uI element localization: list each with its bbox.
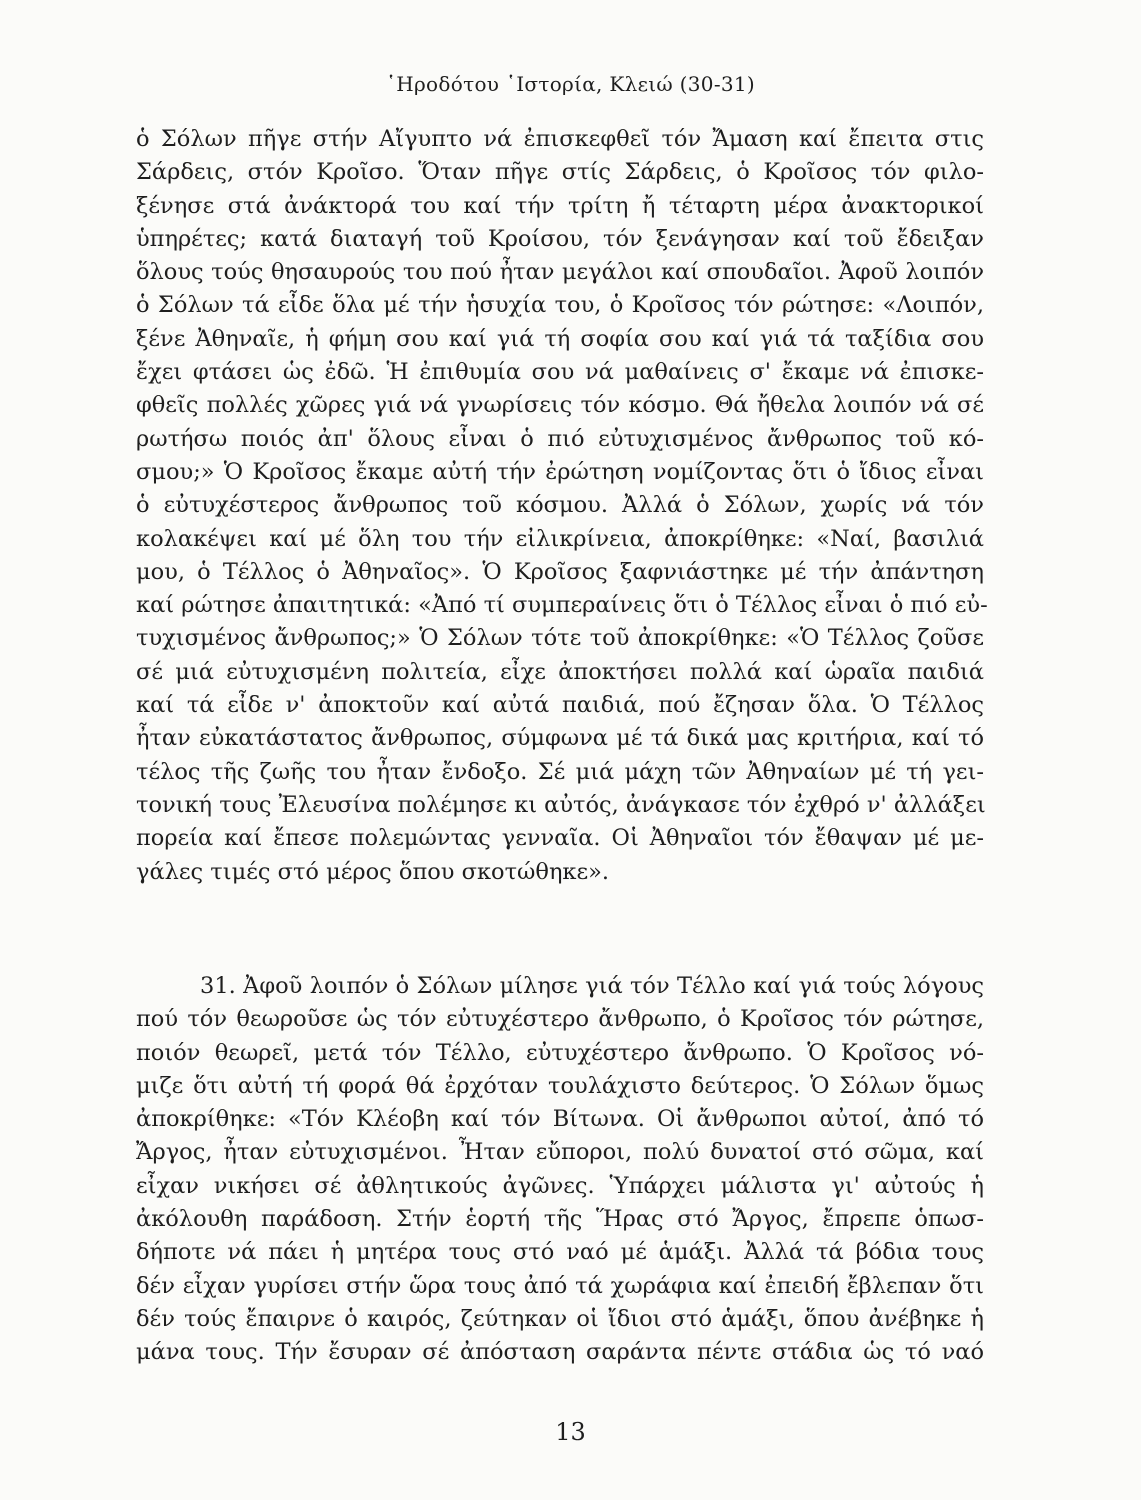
text-line: Ἄργος, ἦταν εὐτυχισμένοι. Ἦταν εὔποροι, πολύ δυνατοί στό σῶμα, καί — [136, 1139, 984, 1166]
text-line: ξένε Ἀθηναῖε, ἡ φήμη σου καί γιά τή σοφία σου καί γιά τά ταξίδια σου — [136, 325, 984, 352]
text-line: τονική τους Ἐλευσίνα πολέμησε κι αὐτός, ἀνάγκασε τόν ἐχθρό ν' ἀλλάξει — [136, 791, 986, 818]
text-line: πορεία καί ἔπεσε πολεμώντας γενναῖα. Οἱ Ἀθηναῖοι τόν ἔθαψαν μέ με- — [136, 825, 984, 852]
text-line: δέν τούς ἔπαιρνε ὁ καιρός, ζεύτηκαν οἱ ἴδιοι στό ἁμάξι, ὅπου ἀνέβηκε ἡ — [136, 1305, 984, 1332]
text-line: τυχισμένος ἄνθρωπος;» Ὁ Σόλων τότε τοῦ ἀποκρίθηκε: «Ὁ Τέλλος ζοῦσε — [136, 625, 984, 652]
text-line: σέ μιά εὐτυχισμένη πολιτεία, εἶχε ἀποκτήσει πολλά καί ὡραῖα παιδιά — [136, 658, 984, 685]
text-line: σμου;» Ὁ Κροῖσος ἔκαμε αὐτή τήν ἐρώτηση νομίζοντας ὅτι ὁ ἴδιος εἶναι — [136, 458, 984, 485]
text-line: ρωτήσω ποιός ἀπ' ὅλους εἶναι ὁ πιό εὐτυχισμένος ἄνθρωπος τοῦ κό- — [136, 425, 984, 452]
running-header: ῾Ηροδότου ῾Ιστορία, Κλειώ (30-31) — [385, 72, 756, 96]
text-line: μάνα τους. Τήν ἔσυραν σέ ἀπόσταση σαράντα πέντε στάδια ὡς τό ναό — [136, 1339, 984, 1366]
text-line: 31. Ἀφοῦ λοιπόν ὁ Σόλων μίλησε γιά τόν Τέλλο καί γιά τούς λόγους — [200, 973, 984, 999]
text-line: πού τόν θεωροῦσε ὡς τόν εὐτυχέστερο ἄνθρωπο, ὁ Κροῖσος τόν ρώτησε, — [136, 1006, 984, 1033]
text-line: δέν εἶχαν γυρίσει στήν ὥρα τους ἀπό τά χωράφια καί ἐπειδή ἔβλεπαν ὅτι — [136, 1272, 984, 1299]
text-line: κολακέψει καί μέ ὅλη του τήν εἰλικρίνεια, ἀποκρίθηκε: «Ναί, βασιλιά — [136, 525, 984, 552]
text-line: ἀποκρίθηκε: «Τόν Κλέοβη καί τόν Βίτωνα. Οἱ ἄνθρωποι αὐτοί, ἀπό τό — [136, 1106, 984, 1133]
text-line: ξένησε στά ἀνάκτορά του καί τήν τρίτη ἤ τέταρτη μέρα ἀνακτορικοί — [136, 192, 984, 219]
text-line: δήποτε νά πάει ἡ μητέρα τους στό ναό μέ ἁμάξι. Ἀλλά τά βόδια τους — [136, 1239, 984, 1266]
text-line: Σάρδεις, στόν Κροῖσο. Ὅταν πῆγε στίς Σάρδεις, ὁ Κροῖσος τόν φιλο- — [136, 159, 984, 186]
section-31-text — [136, 970, 984, 1370]
text-line: μου, ὁ Τέλλος ὁ Ἀθηναῖος». Ὁ Κροῖσος ξαφνιάστηκε μέ τήν ἀπάντηση — [136, 558, 984, 585]
text-line: ὁ Σόλων τά εἶδε ὅλα μέ τήν ἡσυχία του, ὁ Κροῖσος τόν ρώτησε: «Λοιπόν, — [136, 292, 984, 319]
text-line: ὁ εὐτυχέστερος ἄνθρωπος τοῦ κόσμου. Ἀλλά ὁ Σόλων, χωρίς νά τόν — [136, 492, 984, 519]
text-line: ἦταν εὐκατάστατος ἄνθρωπος, σύμφωνα μέ τά δικά μας κριτήρια, καί τό — [136, 725, 984, 752]
section-30-text — [136, 123, 988, 889]
text-line: τέλος τῆς ζωῆς του ἦταν ἔνδοξο. Σέ μιά μάχη τῶν Ἀθηναίων μέ τή γει- — [136, 758, 984, 785]
text-line: ἀκόλουθη παράδοση. Στήν ἑορτή τῆς Ἥρας στό Ἄργος, ἔπρεπε ὁπωσ- — [136, 1206, 984, 1233]
text-line: ποιόν θεωρεῖ, μετά τόν Τέλλο, εὐτυχέστερο ἄνθρωπο. Ὁ Κροῖσος νό- — [136, 1039, 984, 1066]
text-line: καί ρώτησε ἀπαιτητικά: «Ἀπό τί συμπεραίνεις ὅτι ὁ Τέλλος εἶναι ὁ πιό εὐ- — [136, 592, 988, 619]
text-line: μιζε ὅτι αὐτή τή φορά θά ἐρχόταν τουλάχιστο δεύτερος. Ὁ Σόλων ὅμως — [136, 1072, 984, 1099]
text-line: καί τά εἶδε ν' ἀποκτοῦν καί αὐτά παιδιά, πού ἔζησαν ὅλα. Ὁ Τέλλος — [136, 692, 984, 719]
text-line: γάλες τιμές στό μέρος ὅπου σκοτώθηκε». — [136, 858, 610, 885]
text-line: ὅλους τούς θησαυρούς του πού ἦταν μεγάλοι καί σπουδαῖοι. Ἀφοῦ λοιπόν — [136, 259, 984, 286]
text-line: ὁ Σόλων πῆγε στήν Αἴγυπτο νά ἐπισκεφθεῖ τόν Ἄμαση καί ἔπειτα στις — [136, 126, 984, 152]
text-line: εἶχαν νικήσει σέ ἀθλητικούς ἀγῶνες. Ὑπάρχει μάλιστα γι' αὐτούς ἡ — [136, 1172, 984, 1199]
page-number: 13 — [555, 1418, 586, 1446]
text-line: ἔχει φτάσει ὡς ἐδῶ. Ἡ ἐπιθυμία σου νά μαθαίνεις σ' ἔκαμε νά ἐπισκε- — [136, 359, 984, 386]
text-line: ὑπηρέτες; κατά διαταγή τοῦ Κροίσου, τόν ξενάγησαν καί τοῦ ἔδειξαν — [136, 225, 984, 252]
text-line: φθεῖς πολλές χῶρες γιά νά γνωρίσεις τόν κόσμο. Θά ἤθελα λοιπόν νά σέ — [136, 392, 984, 419]
